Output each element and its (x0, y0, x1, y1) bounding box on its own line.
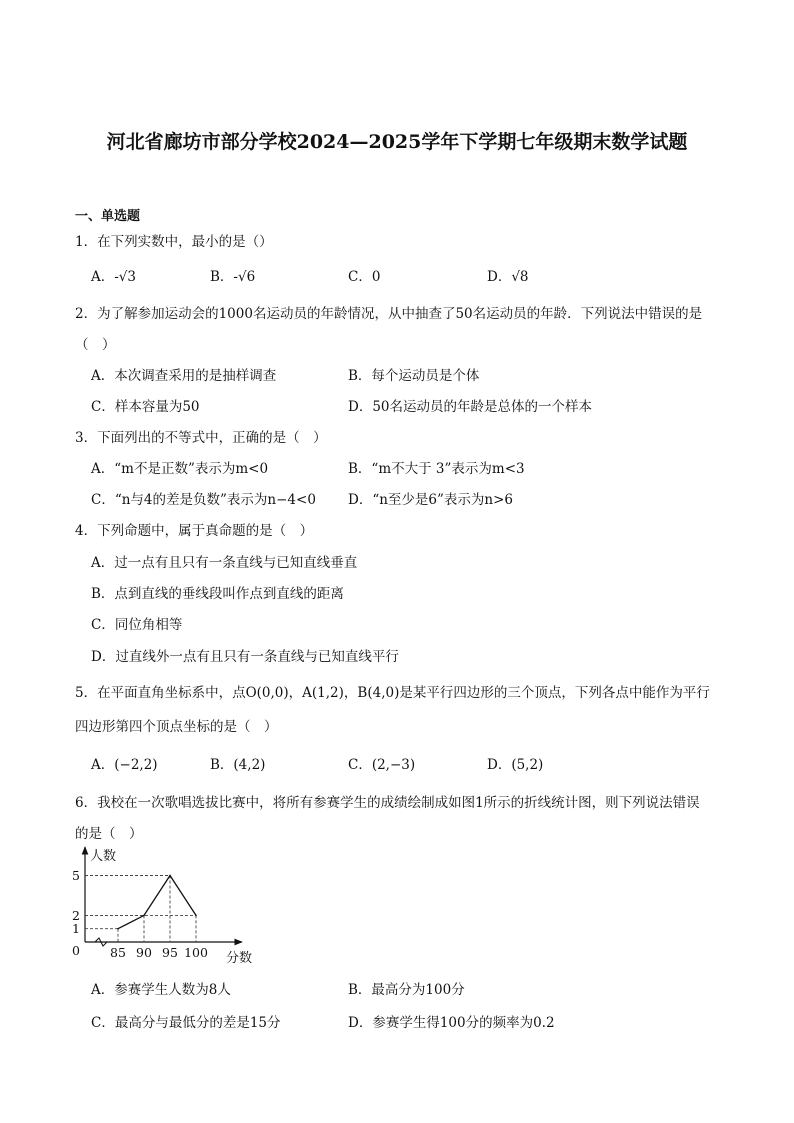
question-5-option-b: B．(4,2) (210, 757, 266, 773)
data-point (143, 915, 145, 917)
question-6-option-b: B．最高分为100分 (348, 982, 465, 998)
question-4-option-b: B．点到直线的垂线段叫作点到直线的距离 (91, 586, 344, 602)
data-point (169, 875, 171, 877)
data-point (117, 928, 119, 930)
question-2-stem: 2．为了解参加运动会的1000名运动员的年龄情况，从中抽查了50名运动员的年龄．下列说法中错误的是 (75, 306, 703, 322)
question-4-option-d: D．过直线外一点有且只有一条直线与已知直线平行 (91, 649, 399, 665)
question-5-option-c: C．(2,−3) (348, 757, 416, 773)
question-6-option-c: C．最高分与最低分的差是15分 (91, 1015, 281, 1031)
x-tick-label: 95 (162, 945, 178, 960)
question-1-option-a: A．-√3 (91, 269, 137, 285)
origin-label: 0 (72, 943, 80, 958)
x-tick-label: 100 (184, 945, 208, 960)
x-tick-label: 90 (136, 945, 152, 960)
question-5-stem-cont: 四边形第四个顶点坐标的是（ ） (75, 719, 278, 735)
question-1-option-d: D．√8 (487, 269, 529, 285)
question-5-option-a: A．(−2,2) (91, 757, 158, 773)
question-4-stem: 4．下列命题中，属于真命题的是（ ） (75, 523, 314, 539)
question-1-option-b: B．-√6 (210, 269, 256, 285)
question-3-option-b: B．“m不大于 3”表示为m<3 (348, 461, 525, 477)
question-4-option-a: A．过一点有且只有一条直线与已知直线垂直 (91, 555, 358, 571)
y-tick-label: 2 (72, 907, 80, 923)
question-2-stem-cont: （ ） (75, 337, 116, 353)
question-3-option-c: C．“n与4的差是负数”表示为n−4<0 (91, 492, 316, 508)
y-tick-label: 1 (72, 921, 80, 937)
question-2-option-c: C．样本容量为50 (91, 399, 200, 415)
question-3-stem: 3．下面列出的不等式中，正确的是（ ） (75, 430, 327, 446)
y-tick-label: 5 (72, 868, 80, 883)
x-tick-label: 85 (110, 945, 126, 960)
question-1-option-c: C．0 (348, 269, 381, 285)
question-3-option-d: D．“n至少是6”表示为n>6 (348, 492, 514, 508)
y-axis-title: 人数 (90, 849, 117, 864)
data-point (195, 915, 197, 917)
question-1-stem: 1．在下列实数中，最小的是（） (75, 234, 273, 250)
series-line (118, 876, 196, 929)
question-2-option-b: B．每个运动员是个体 (348, 368, 480, 384)
x-axis-title: 分数 (226, 951, 253, 966)
question-6-stem: 6．我校在一次歌唱选拔比赛中，将所有参赛学生的成绩绘制成如图1所示的折线统计图，则下列说法错误 (75, 795, 700, 811)
question-6-option-a: A．参赛学生人数为8人 (91, 982, 231, 998)
question-5-option-d: D．(5,2) (487, 757, 544, 773)
question-2-option-a: A．本次调查采用的是抽样调查 (91, 368, 277, 384)
question-4-option-c: C．同位角相等 (91, 617, 183, 633)
section-heading: 一、单选题 (75, 209, 141, 224)
line-chart (70, 843, 260, 968)
page-title: 河北省廊坊市部分学校2024—2025学年下学期七年级期末数学试题 (106, 131, 688, 153)
question-3-option-a: A．“m不是正数”表示为m<0 (91, 461, 269, 477)
question-6-stem-cont: 的是（ ） (75, 826, 143, 842)
question-5-stem: 5．在平面直角坐标系中，点O(0,0)，A(1,2)，B(4,0)是某平行四边形的三个顶点，下列各点中能作为平行 (75, 685, 710, 701)
question-2-option-d: D．50名运动员的年龄是总体的一个样本 (348, 399, 593, 415)
question-6-option-d: D．参赛学生得100分的频率为0.2 (348, 1015, 555, 1031)
